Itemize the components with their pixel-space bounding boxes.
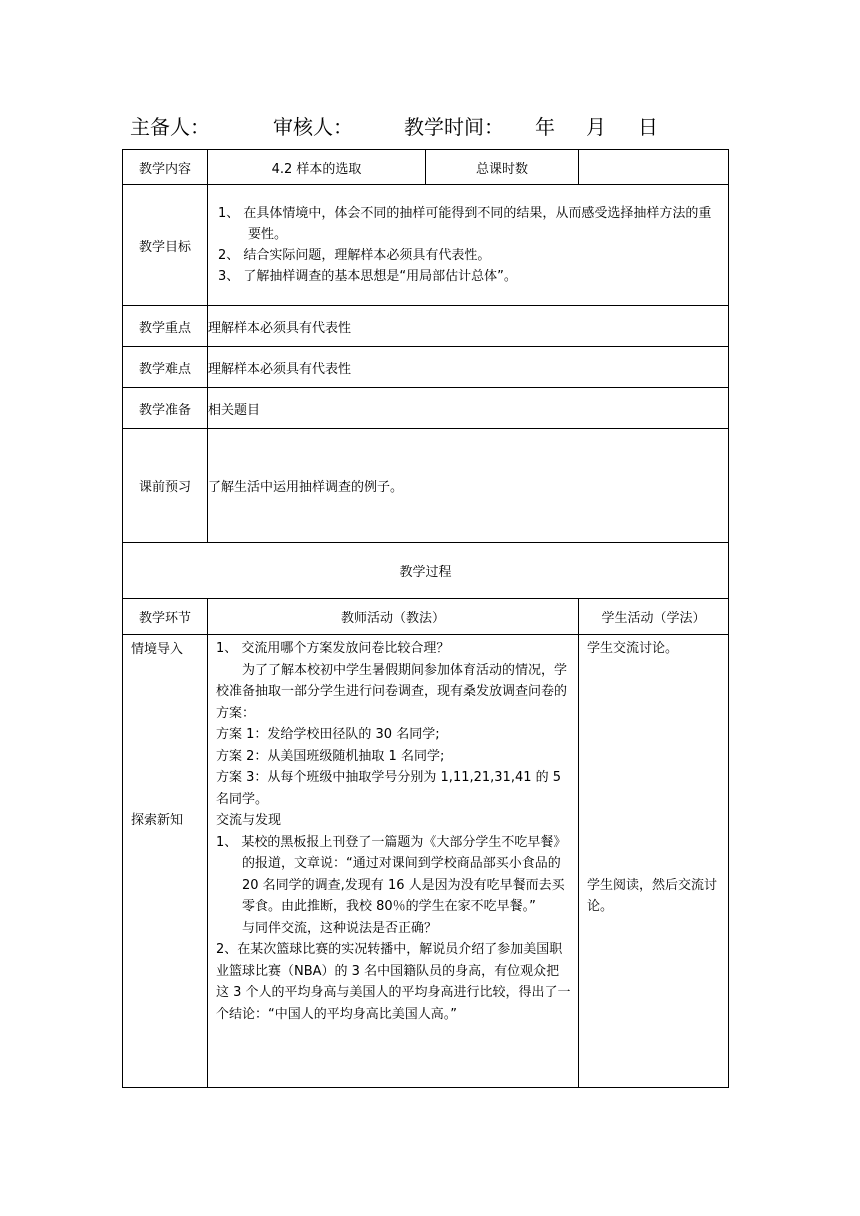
reviewer-label: 审核人： <box>273 115 353 139</box>
row-process-headers <box>123 599 729 635</box>
stage-header: 教学环节 <box>123 599 208 635</box>
hours-label: 总课时数 <box>426 150 579 185</box>
difficulty-value: 理解样本必须具有代表性 <box>208 347 729 388</box>
teacher-line: 方案 1：发给学校田径队的 30 名同学; <box>216 727 440 742</box>
teacher-line: 与同伴交流，这种说法是否正确？ <box>242 920 438 936</box>
preparer-label: 主备人： <box>130 115 210 139</box>
preview-label: 课前预习 <box>123 429 208 543</box>
goals-cell <box>208 185 729 306</box>
student-header: 学生活动（学法） <box>579 599 729 635</box>
stage-cell <box>123 635 208 1088</box>
content-value: 4.2 样本的选取 <box>208 150 426 185</box>
day-label: 日 <box>638 115 658 139</box>
preparation-label: 教学准备 <box>123 388 208 429</box>
content-label: 教学内容 <box>123 150 208 185</box>
hours-value <box>579 150 729 185</box>
teacher-line: 1、 交流用哪个方案发放问卷比较合理？ <box>216 641 450 656</box>
student-activity-2: 学生阅读，然后交流讨论。 <box>587 877 718 914</box>
goal-item: 2、 结合实际问题，理解样本必须具有代表性。 <box>218 248 491 263</box>
key-point-value: 理解样本必须具有代表性 <box>208 306 729 347</box>
difficulty-label: 教学难点 <box>123 347 208 388</box>
row-preview <box>123 429 729 543</box>
teacher-line: 1、 某校的黑板报上刊登了一篇题为《大部分学生不吃早餐》的报道，文章说：“通过对课间到学校商品部买小食品的 20 名同学的调查,发现有 16 人是因为没有吃早餐而去买零食。由此推断，我校 80％的学生在家不吃早餐。” <box>216 834 567 914</box>
teacher-line: 方案 2：从美国班级随机抽取 1 名同学; <box>216 748 445 764</box>
student-activity-1: 学生交流讨论。 <box>587 641 679 656</box>
teacher-line: 2、在某次篮球比赛的实况转播中，解说员介绍了参加美国职业篮球比赛（NBA）的 3 名中国籍队员的身高，有位观众把这 3 个人的平均身高与美国人的平均身高进行比较，得出了一个结论：“中国人的平均身高比美国人高。” <box>216 942 571 1022</box>
teacher-line: 交流与发现 <box>216 813 282 828</box>
stage-intro: 情境导入 <box>131 642 184 657</box>
key-point-label: 教学重点 <box>123 306 208 347</box>
row-key-point <box>123 306 729 347</box>
teacher-line: 方案 3：从每个班级中抽取学号分别为 1,11,21,31,41 的 5 名同学。 <box>216 770 562 807</box>
row-preparation <box>123 388 729 429</box>
goal-item: 1、 在具体情境中，体会不同的抽样可能得到不同的结果，从而感受选择抽样方法的重要性。 <box>218 206 712 242</box>
teacher-activity-cell <box>208 635 579 1088</box>
teacher-header: 教师活动（教法） <box>208 599 579 635</box>
stage-explore: 探索新知 <box>131 813 184 828</box>
goal-item: 3、 了解抽样调查的基本思想是“用局部估计总体”。 <box>218 269 517 284</box>
process-title: 教学过程 <box>123 543 729 599</box>
preparation-value: 相关题目 <box>208 388 729 429</box>
row-goals <box>123 185 729 306</box>
goals-label: 教学目标 <box>123 185 208 306</box>
preview-value: 了解生活中运用抽样调查的例子。 <box>208 429 729 543</box>
lesson-plan-table <box>122 149 729 1088</box>
year-label: 年 <box>535 115 555 139</box>
row-content <box>123 150 729 185</box>
student-activity-cell <box>579 635 729 1088</box>
row-process-title <box>123 543 729 599</box>
teacher-line: 为了了解本校初中学生暑假期间参加体育活动的情况，学校准备抽取一部分学生进行问卷调查，现有桑发放调查问卷的方案： <box>216 662 568 721</box>
month-label: 月 <box>586 115 606 139</box>
teaching-time-label: 教学时间： <box>404 115 504 139</box>
goals-list <box>208 197 728 293</box>
row-difficulty <box>123 347 729 388</box>
row-process-body <box>123 635 729 1088</box>
